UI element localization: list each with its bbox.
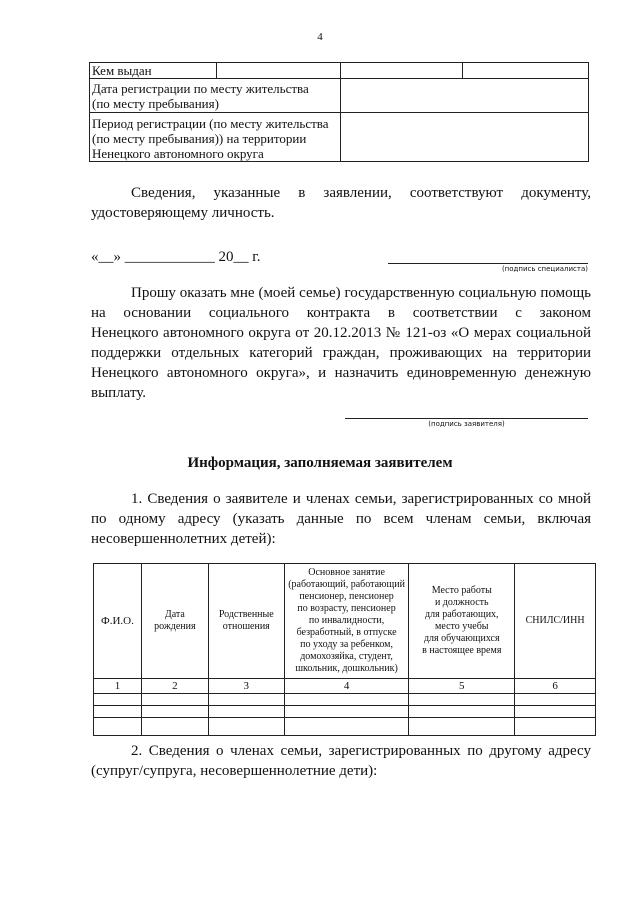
input-cell[interactable]	[94, 694, 142, 706]
input-cell[interactable]	[141, 694, 208, 706]
column-number-row	[94, 679, 596, 694]
input-cell[interactable]	[409, 694, 515, 706]
text-line: Сведения, указанные в заявлении, соответствуют документу,	[131, 185, 591, 201]
column-number: 3	[208, 679, 284, 694]
table-row	[94, 718, 596, 736]
input-cell[interactable]	[284, 706, 409, 718]
table-row	[90, 63, 589, 79]
table-row	[90, 113, 589, 162]
input-cell[interactable]	[94, 718, 142, 736]
header-work-place: Место работы и должность для работающих, место учебы для обучающихся в настоящее время	[409, 564, 515, 679]
input-cell[interactable]	[340, 113, 588, 162]
input-cell[interactable]	[94, 706, 142, 718]
input-cell[interactable]	[409, 706, 515, 718]
table-row	[94, 706, 596, 718]
caption-applicant: (подпись заявителя)	[428, 420, 505, 428]
id-details-table	[89, 62, 589, 162]
input-cell[interactable]	[515, 694, 596, 706]
label-line: (по месту пребывания)) на территории	[92, 131, 307, 146]
text-line: удостоверяющему личность.	[91, 205, 275, 221]
id-row-label: Кем выдан	[90, 63, 217, 79]
id-row-label	[90, 113, 341, 162]
label-line: Ненецкого автономного округа	[92, 146, 264, 161]
page-number: 4	[317, 31, 323, 43]
text-line: на основании социального контракта в соответствии с законом	[91, 305, 591, 321]
input-cell[interactable]	[141, 718, 208, 736]
section-heading: Информация, заполняемая заявителем	[187, 455, 453, 471]
table-row	[90, 79, 589, 113]
input-cell[interactable]	[208, 694, 284, 706]
input-cell[interactable]	[284, 718, 409, 736]
input-cell[interactable]	[284, 694, 409, 706]
column-number: 2	[141, 679, 208, 694]
column-number: 6	[515, 679, 596, 694]
header-birth-date: Дата рождения	[141, 564, 208, 679]
header-fio: Ф.И.О.	[94, 564, 142, 679]
text-line: Ненецкого автономного округа», и назначить единовременную денежную	[91, 365, 591, 381]
text-line: по одному адресу (указать данные по всем членам семьи, включая	[91, 511, 591, 527]
header-occupation: Основное занятие (работающий, работающий пенсионер, пенсионер по возрасту, пенсионер по инвалидности, безработный, в отпуске по уходу за ребенком, домохозяйка, студент, школьник, дошкольник)	[284, 564, 409, 679]
paragraph-verification	[91, 183, 591, 223]
paragraph-request	[91, 283, 591, 403]
date-line: «__» ____________ 20__ г.	[91, 249, 261, 265]
signature-line-applicant[interactable]	[345, 418, 588, 419]
signature-line-specialist[interactable]	[388, 263, 588, 264]
input-cell[interactable]	[216, 63, 340, 79]
text-line: 2. Сведения о членах семьи, зарегистрированных по другому адресу	[131, 743, 591, 759]
input-cell[interactable]	[340, 63, 463, 79]
input-cell[interactable]	[340, 79, 588, 113]
table-header-row	[94, 564, 596, 679]
column-number: 5	[409, 679, 515, 694]
text-line: поддержки отдельных категорий граждан, проживающих на территории	[91, 345, 591, 361]
header-relation: Родственные отношения	[208, 564, 284, 679]
text-line: (супруг/супруга, несовершеннолетние дети):	[91, 763, 378, 779]
id-row-label	[90, 79, 341, 113]
input-cell[interactable]	[141, 706, 208, 718]
section-2-text	[91, 741, 591, 781]
input-cell[interactable]	[515, 706, 596, 718]
text-line: Ненецкого автономного округа от 20.12.2013 № 121-оз «О мерах социальной	[91, 325, 591, 341]
input-cell[interactable]	[463, 63, 589, 79]
column-number: 1	[94, 679, 142, 694]
input-cell[interactable]	[409, 718, 515, 736]
header-snils: СНИЛС/ИНН	[515, 564, 596, 679]
table-row	[94, 694, 596, 706]
column-number: 4	[284, 679, 409, 694]
text-line: Прошу оказать мне (моей семье) государственную социальную помощь	[131, 285, 591, 301]
caption-specialist: (подпись специалиста)	[501, 265, 588, 273]
label-line: Дата регистрации по месту жительства	[92, 81, 309, 96]
text-line: 1. Сведения о заявителе и членах семьи, зарегистрированных со мной	[131, 491, 591, 507]
text-line: выплату.	[91, 385, 147, 401]
input-cell[interactable]	[208, 706, 284, 718]
input-cell[interactable]	[208, 718, 284, 736]
label-line: (по месту пребывания)	[92, 96, 219, 111]
section-1-text	[91, 489, 591, 549]
family-members-table	[93, 563, 596, 736]
text-line: несовершеннолетних детей):	[91, 531, 276, 547]
label-line: Период регистрации (по месту жительства	[92, 116, 329, 131]
input-cell[interactable]	[515, 718, 596, 736]
